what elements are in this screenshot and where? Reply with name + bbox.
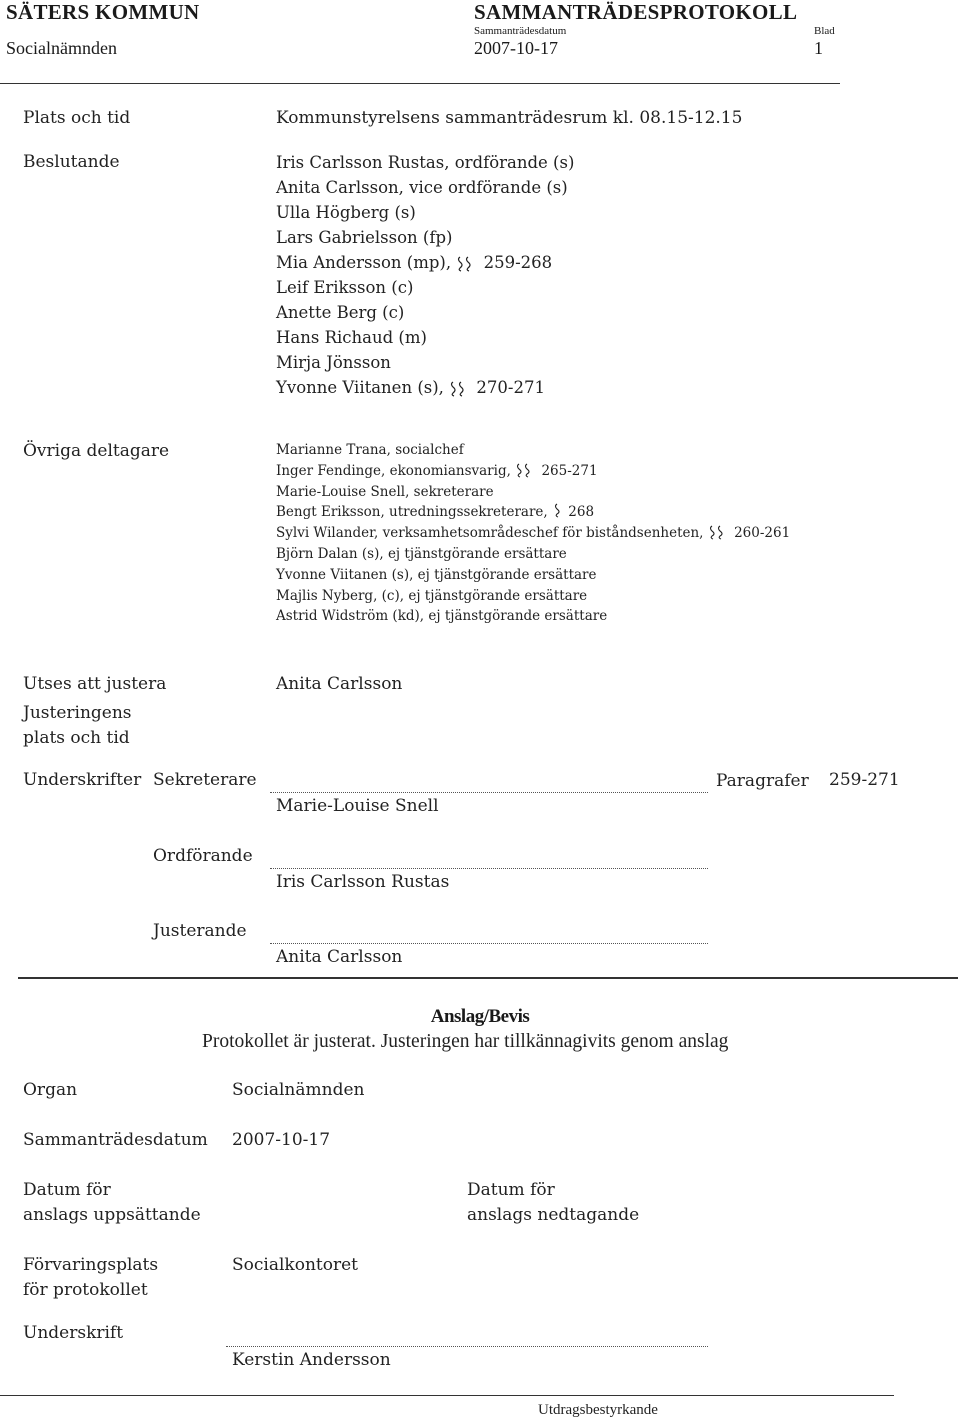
storage-label-1: Förvaringsplats — [23, 1255, 159, 1275]
deciding-label: Beslutande — [23, 152, 120, 172]
committee-name: Socialnämnden — [6, 38, 117, 58]
deciding-member: Lars Gabrielsson (fp) — [276, 228, 453, 247]
chair-label: Ordförande — [153, 846, 253, 866]
adjuster-label: Utses att justera — [23, 674, 167, 694]
deciding-member: Hans Richaud (m) — [276, 328, 427, 347]
deciding-member: Iris Carlsson Rustas, ordförande (s) — [276, 153, 575, 172]
adjuster-signature-label: Justerande — [153, 921, 247, 941]
participant: Sylvi Wilander, verksamhetsområdeschef för biståndsenheten, 260-261 — [276, 525, 791, 542]
place-time-label: Plats och tid — [23, 108, 131, 128]
signature-label: Underskrift — [23, 1323, 124, 1343]
participant: Majlis Nyberg, (c), ej tjänstgörande ersättare — [276, 587, 588, 604]
participant: Yvonne Viitanen (s), ej tjänstgörande ersättare — [276, 566, 597, 583]
municipality-name: SÄTERS KOMMUN — [6, 0, 200, 24]
deciding-member: Yvonne Viitanen (s), 270-271 — [276, 378, 545, 397]
footer-text: Utdragsbestyrkande — [538, 1402, 658, 1418]
participant: Bengt Eriksson, utredningssekreterare, 268 — [276, 504, 595, 521]
meeting-date-value: 2007-10-17 — [474, 38, 558, 58]
removed-date-label-1: Datum för — [467, 1180, 555, 1200]
section-divider — [18, 977, 958, 979]
secretary-name: Marie-Louise Snell — [276, 796, 439, 816]
meeting-date-label: Sammanträdesdatum — [474, 25, 567, 37]
deciding-member: Anette Berg (c) — [276, 303, 405, 322]
secretary-signature-line — [270, 792, 708, 793]
adjuster-name: Anita Carlsson — [276, 947, 403, 967]
storage-value: Socialkontoret — [232, 1255, 358, 1275]
footer-rule — [0, 1395, 894, 1396]
deciding-member: Anita Carlsson, vice ordförande (s) — [276, 178, 568, 197]
paragraphs-label: Paragrafer — [716, 771, 809, 791]
participant: Björn Dalan (s), ej tjänstgörande ersättare — [276, 545, 567, 562]
page-label: Blad — [814, 25, 835, 37]
chair-signature-line — [270, 868, 708, 869]
deciding-member: Leif Eriksson (c) — [276, 278, 414, 297]
storage-label-2: för protokollet — [23, 1280, 148, 1300]
removed-date-label-2: anslags nedtagande — [467, 1205, 640, 1225]
posted-date-label-1: Datum för — [23, 1180, 111, 1200]
document-title: SAMMANTRÄDESPROTOKOLL — [474, 0, 798, 24]
adjust-place-label-1: Justeringens — [23, 703, 132, 723]
adjust-place-label-2: plats och tid — [23, 728, 130, 748]
participant: Marianne Trana, socialchef — [276, 442, 464, 458]
double-section-icon — [449, 381, 471, 395]
organ-value: Socialnämnden — [232, 1080, 365, 1100]
participant: Marie-Louise Snell, sekreterare — [276, 483, 494, 500]
participant: Inger Fendinge, ekonomiansvarig, 265-271 — [276, 462, 598, 479]
section-icon — [552, 503, 564, 517]
paragraphs-value: 259-271 — [829, 770, 900, 790]
notice-signature-line — [226, 1346, 708, 1347]
notice-date-value: 2007-10-17 — [232, 1130, 331, 1150]
notice-date-label: Sammanträdesdatum — [23, 1130, 208, 1150]
adjuster-signature-line — [270, 943, 708, 944]
deciding-member: Mia Andersson (mp), 259-268 — [276, 253, 553, 272]
deciding-member: Ulla Högberg (s) — [276, 203, 416, 222]
notice-text: Protokollet är justerat. Justeringen har tillkännagivits genom anslag — [202, 1031, 729, 1052]
signature-name: Kerstin Andersson — [232, 1350, 391, 1370]
chair-name: Iris Carlsson Rustas — [276, 872, 450, 892]
double-section-icon — [456, 256, 478, 270]
notice-title: Anslag/Bevis — [430, 1006, 530, 1027]
participant: Astrid Widström (kd), ej tjänstgörande ersättare — [276, 608, 608, 625]
posted-date-label-2: anslags uppsättande — [23, 1205, 201, 1225]
deciding-list — [276, 150, 574, 400]
double-section-icon — [515, 463, 537, 477]
adjuster-value: Anita Carlsson — [276, 674, 403, 694]
double-section-icon — [708, 525, 730, 539]
signatures-label: Underskrifter — [23, 770, 142, 790]
other-participants-label: Övriga deltagare — [23, 441, 170, 461]
other-participants-list — [276, 440, 790, 627]
deciding-member: Mirja Jönsson — [276, 353, 391, 372]
place-time-value: Kommunstyrelsens sammanträdesrum kl. 08.15-12.15 — [276, 108, 743, 128]
secretary-label: Sekreterare — [153, 770, 257, 790]
header-rule — [0, 83, 840, 84]
organ-label: Organ — [23, 1080, 78, 1100]
page-number: 1 — [814, 38, 823, 58]
